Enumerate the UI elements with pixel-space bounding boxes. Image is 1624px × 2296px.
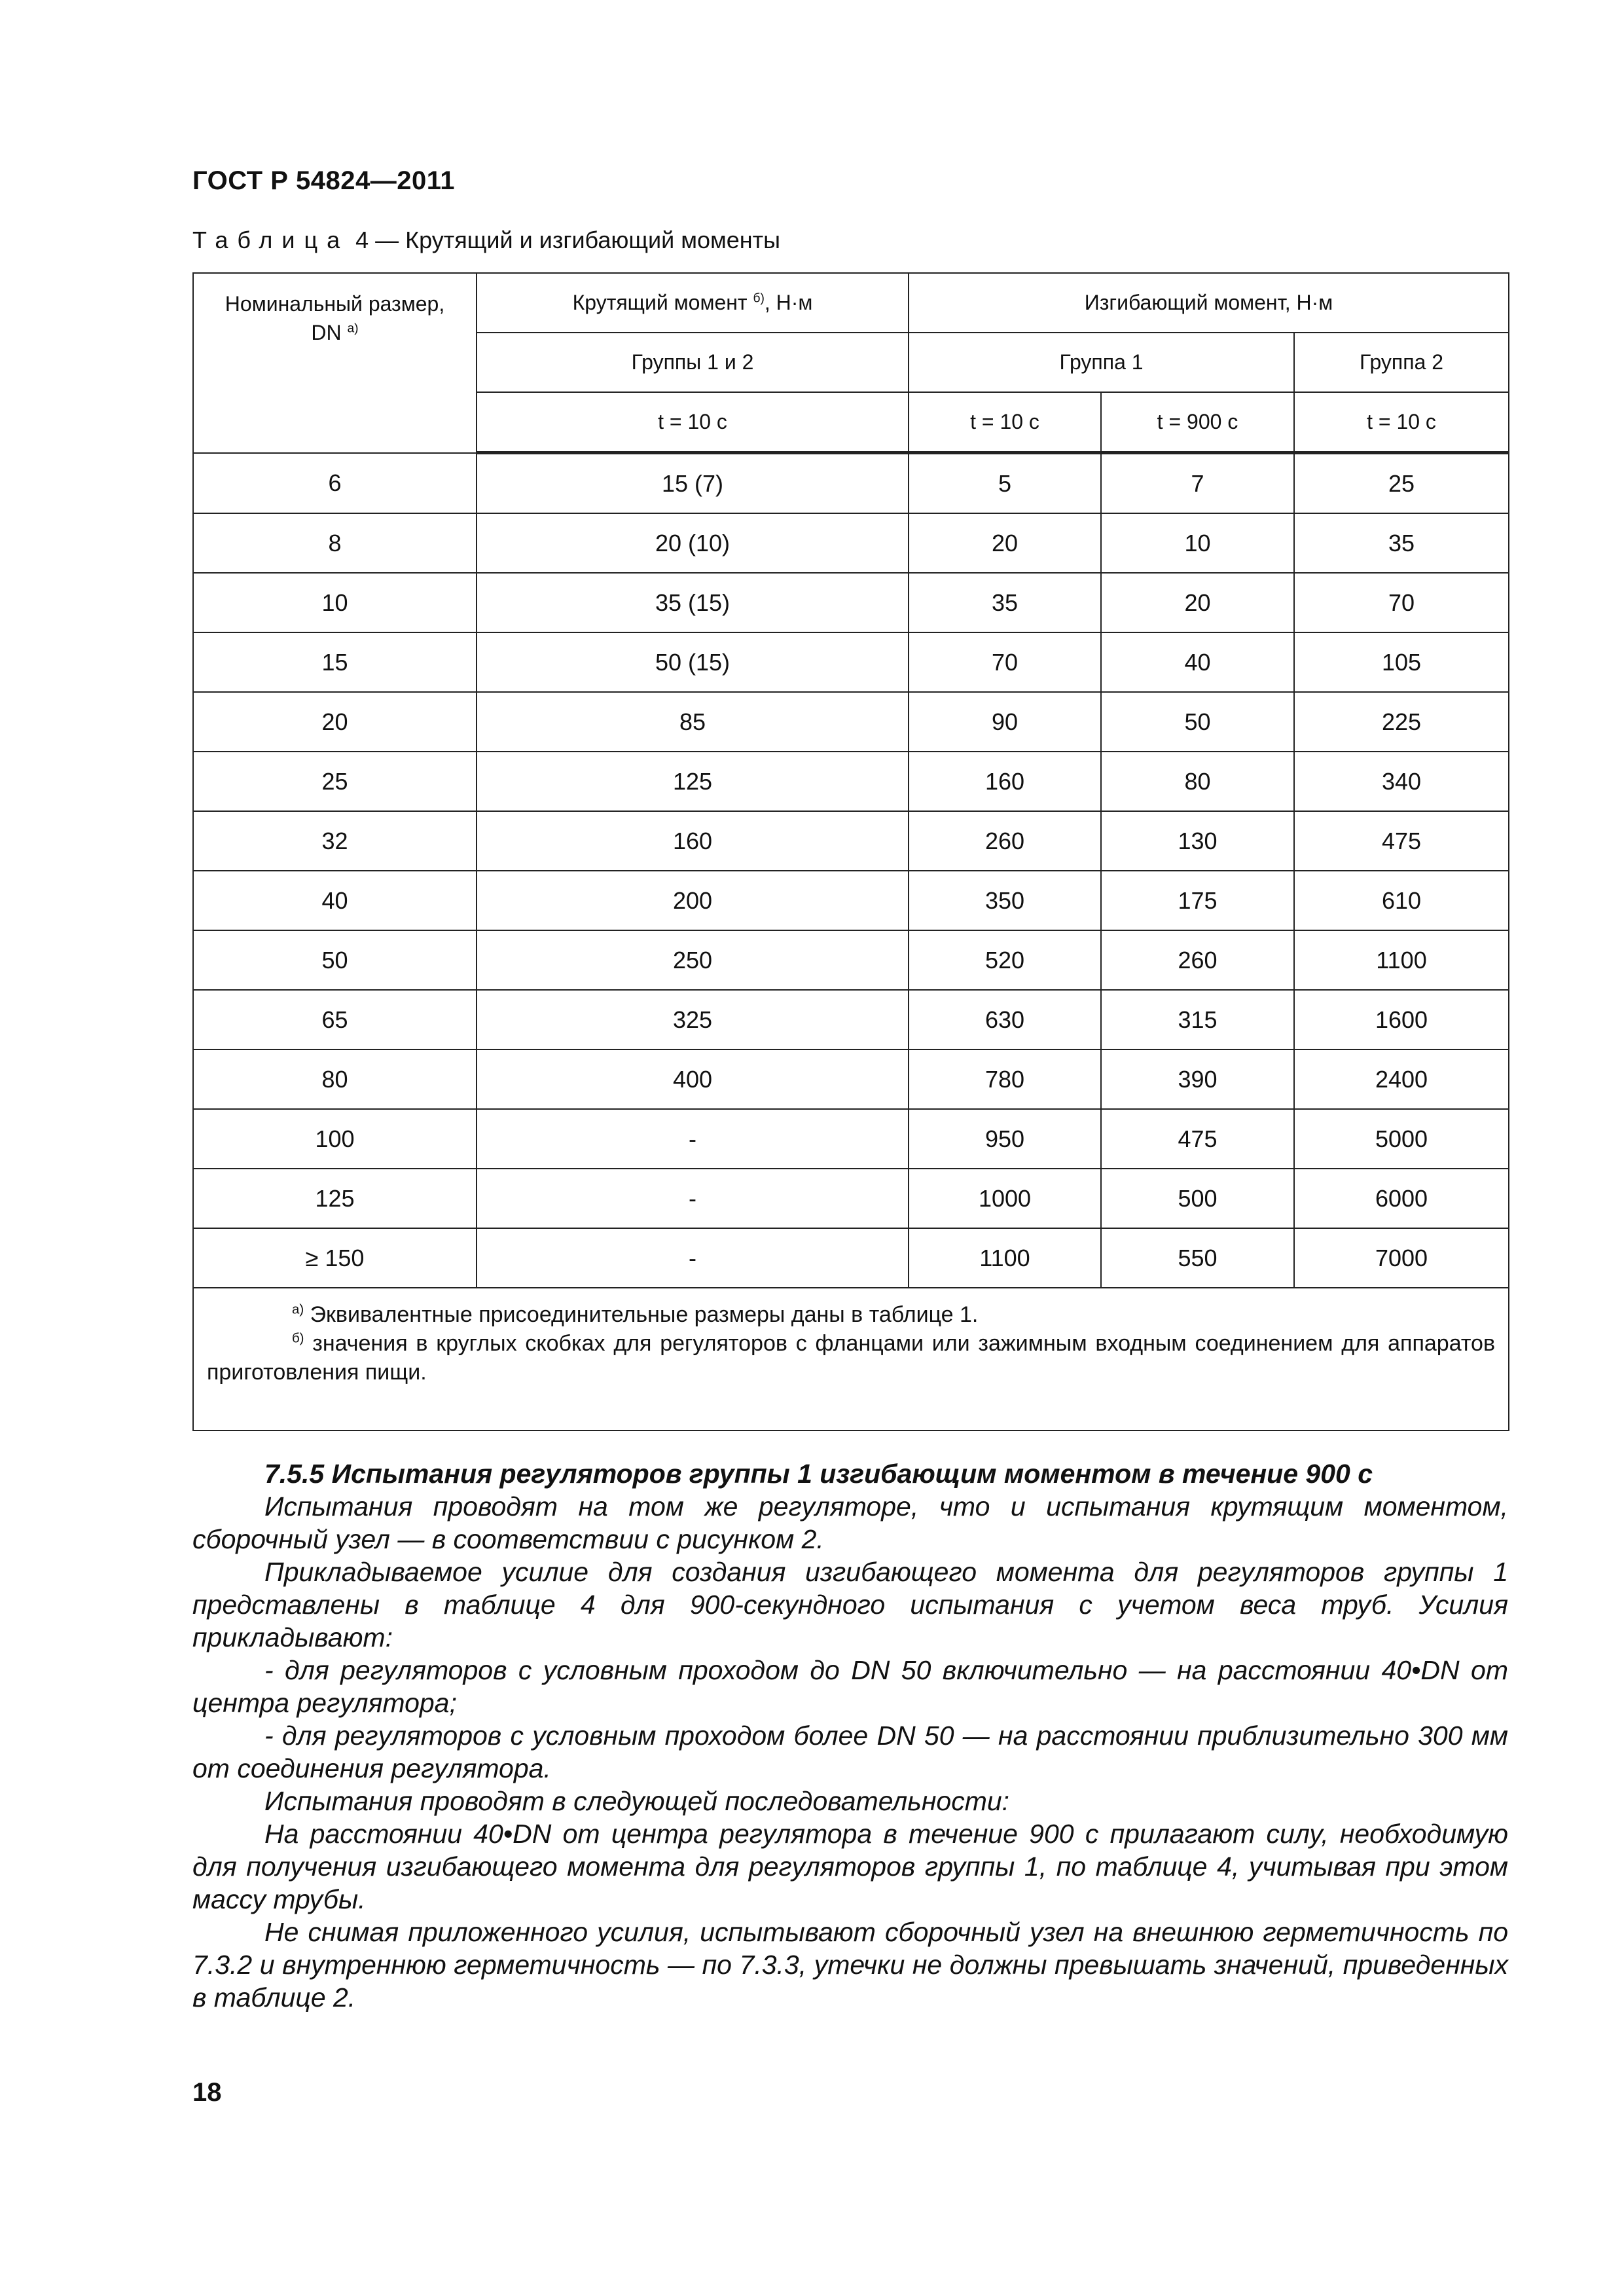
paragraph: На расстоянии 40•DN от центра регулятора в течение 900 с прилагают силу, необходимую для получения изгибающего момента для регуляторов группы 1, по таблице 4, учитывая при этом массу трубы.	[192, 1819, 1508, 1914]
cell-bending-group1-10s: 1100	[909, 1228, 1101, 1288]
cell-bending-group1-900s: 550	[1101, 1228, 1294, 1288]
cell-nominal-size: 20	[193, 692, 477, 752]
table-row	[193, 752, 1509, 811]
cell-bending-group1-900s: 390	[1101, 1049, 1294, 1109]
table-row	[193, 453, 1509, 514]
cell-bending-group2-10s: 225	[1294, 692, 1509, 752]
cell-torque: 85	[477, 692, 909, 752]
cell-nominal-size: 80	[193, 1049, 477, 1109]
footnote-a	[207, 1300, 1495, 1329]
footnote-b-text: значения в круглых скобках для регуляторов с фланцами или зажимным входным соединением для аппаратов приготовления пищи.	[207, 1331, 1496, 1385]
cell-torque: 325	[477, 990, 909, 1049]
cell-bending-group1-900s: 40	[1101, 632, 1294, 692]
cell-torque: -	[477, 1228, 909, 1288]
cell-bending-group1-900s: 130	[1101, 811, 1294, 871]
section-heading: 7.5.5 Испытания регуляторов группы 1 изгибающим моментом в течение 900 с	[264, 1459, 1373, 1489]
cell-nominal-size: 125	[193, 1169, 477, 1228]
header-torque	[477, 273, 909, 333]
header-group-1: Группа 1	[909, 333, 1294, 392]
header-time-group2: t = 10 с	[1294, 392, 1509, 453]
cell-torque: 125	[477, 752, 909, 811]
cell-torque: 20 (10)	[477, 513, 909, 573]
cell-nominal-size: 8	[193, 513, 477, 573]
paragraph: Испытания проводят в следующей последовательности:	[264, 1786, 1010, 1816]
cell-bending-group2-10s: 5000	[1294, 1109, 1509, 1169]
header-group-2: Группа 2	[1294, 333, 1509, 392]
cell-bending-group1-10s: 1000	[909, 1169, 1101, 1228]
cell-bending-group1-10s: 630	[909, 990, 1101, 1049]
table-header-row	[193, 273, 1509, 333]
cell-nominal-size: 25	[193, 752, 477, 811]
cell-bending-group2-10s: 475	[1294, 811, 1509, 871]
paragraph: Не снимая приложенного усилия, испытывают сборочный узел на внешнюю герметичность по 7.3.2 и внутреннюю герметичность — по 7.3.3, утечки не должны превышать значений, приведенных в таблице 2.	[192, 1917, 1508, 2013]
paragraph: Прикладываемое усилие для создания изгибающего момента для регуляторов группы 1 представлены в таблице 4 для 900-секундного испытания с учетом веса труб. Усилия прикладывают:	[192, 1557, 1508, 1652]
cell-bending-group1-10s: 260	[909, 811, 1101, 871]
cell-bending-group1-900s: 315	[1101, 990, 1294, 1049]
cell-bending-group1-10s: 20	[909, 513, 1101, 573]
cell-bending-group1-900s: 80	[1101, 752, 1294, 811]
table-row	[193, 1228, 1509, 1288]
header-time-torque: t = 10 с	[477, 392, 909, 453]
footnote-b	[207, 1329, 1495, 1387]
table-notes-row	[193, 1288, 1509, 1430]
cell-torque: 15 (7)	[477, 453, 909, 514]
cell-bending-group1-10s: 350	[909, 871, 1101, 930]
cell-bending-group1-900s: 7	[1101, 453, 1294, 514]
cell-bending-group2-10s: 1600	[1294, 990, 1509, 1049]
cell-bending-group1-900s: 10	[1101, 513, 1294, 573]
table-caption	[192, 227, 780, 254]
header-time-group1-long: t = 900 с	[1101, 392, 1294, 453]
cell-bending-group2-10s: 7000	[1294, 1228, 1509, 1288]
cell-bending-group1-10s: 780	[909, 1049, 1101, 1109]
cell-torque: 50 (15)	[477, 632, 909, 692]
cell-bending-group2-10s: 6000	[1294, 1169, 1509, 1228]
cell-torque: -	[477, 1169, 909, 1228]
header-torque-label: Крутящий момент	[572, 291, 748, 314]
cell-bending-group1-10s: 5	[909, 453, 1101, 514]
cell-torque: 250	[477, 930, 909, 990]
cell-bending-group1-10s: 70	[909, 632, 1101, 692]
cell-bending-group2-10s: 25	[1294, 453, 1509, 514]
cell-nominal-size: ≥ 150	[193, 1228, 477, 1288]
cell-nominal-size: 6	[193, 453, 477, 514]
cell-bending-group1-900s: 500	[1101, 1169, 1294, 1228]
cell-bending-group1-10s: 35	[909, 573, 1101, 632]
cell-bending-group1-10s: 520	[909, 930, 1101, 990]
cell-nominal-size: 40	[193, 871, 477, 930]
cell-bending-group2-10s: 35	[1294, 513, 1509, 573]
cell-bending-group1-900s: 175	[1101, 871, 1294, 930]
footnote-mark-b: б)	[753, 291, 765, 306]
header-bending: Изгибающий момент, Н·м	[909, 273, 1509, 333]
table-row	[193, 632, 1509, 692]
footnote-a-text: Эквивалентные присоединительные размеры даны в таблице 1.	[304, 1302, 979, 1327]
cell-nominal-size: 15	[193, 632, 477, 692]
header-time-group1-short: t = 10 с	[909, 392, 1101, 453]
table-row	[193, 811, 1509, 871]
cell-torque: 200	[477, 871, 909, 930]
table-row	[193, 871, 1509, 930]
footnote-b-mark: б)	[292, 1331, 304, 1346]
header-dn-label: DN	[311, 321, 342, 344]
cell-torque: 160	[477, 811, 909, 871]
header-groups-1-2: Группы 1 и 2	[477, 333, 909, 392]
cell-bending-group1-10s: 90	[909, 692, 1101, 752]
cell-bending-group2-10s: 1100	[1294, 930, 1509, 990]
header-nominal-size	[193, 273, 477, 453]
page-number: 18	[192, 2078, 222, 2107]
table-row	[193, 692, 1509, 752]
cell-bending-group1-900s: 260	[1101, 930, 1294, 990]
cell-bending-group1-900s: 475	[1101, 1109, 1294, 1169]
header-torque-unit: , Н·м	[764, 291, 813, 314]
cell-bending-group1-900s: 20	[1101, 573, 1294, 632]
cell-bending-group1-10s: 160	[909, 752, 1101, 811]
document-title: ГОСТ Р 54824—2011	[192, 166, 455, 195]
table-caption-text: 4 — Крутящий и изгибающий моменты	[349, 227, 781, 253]
table-row	[193, 1049, 1509, 1109]
cell-nominal-size: 10	[193, 573, 477, 632]
table-caption-word: Таблица	[192, 227, 350, 253]
cell-bending-group2-10s: 610	[1294, 871, 1509, 930]
paragraph: - для регуляторов с условным проходом более DN 50 — на расстоянии приблизительно 300 мм от соединения регулятора.	[192, 1721, 1508, 1783]
table-row	[193, 990, 1509, 1049]
cell-bending-group2-10s: 70	[1294, 573, 1509, 632]
cell-nominal-size: 100	[193, 1109, 477, 1169]
cell-nominal-size: 50	[193, 930, 477, 990]
table-row	[193, 1169, 1509, 1228]
cell-bending-group2-10s: 105	[1294, 632, 1509, 692]
footnote-a-mark: а)	[292, 1302, 304, 1317]
cell-bending-group1-900s: 50	[1101, 692, 1294, 752]
cell-bending-group2-10s: 2400	[1294, 1049, 1509, 1109]
paragraph: - для регуляторов с условным проходом до DN 50 включительно — на расстоянии 40•DN от центра регулятора;	[192, 1655, 1508, 1718]
cell-torque: 400	[477, 1049, 909, 1109]
cell-bending-group1-10s: 950	[909, 1109, 1101, 1169]
table-row	[193, 930, 1509, 990]
cell-torque: 35 (15)	[477, 573, 909, 632]
cell-bending-group2-10s: 340	[1294, 752, 1509, 811]
section-text	[192, 1457, 1508, 2014]
cell-nominal-size: 32	[193, 811, 477, 871]
table-row	[193, 573, 1509, 632]
cell-nominal-size: 65	[193, 990, 477, 1049]
table-row	[193, 513, 1509, 573]
paragraph: Испытания проводят на том же регуляторе, что и испытания крутящим моментом, сборочный узел — в соответствии с рисунком 2.	[192, 1491, 1508, 1554]
table-row	[193, 1109, 1509, 1169]
table-footnotes	[193, 1288, 1509, 1430]
cell-torque: -	[477, 1109, 909, 1169]
moments-table	[192, 272, 1509, 1431]
header-nominal-label: Номинальный размер,	[225, 292, 445, 316]
footnote-mark-a: а)	[347, 321, 359, 336]
